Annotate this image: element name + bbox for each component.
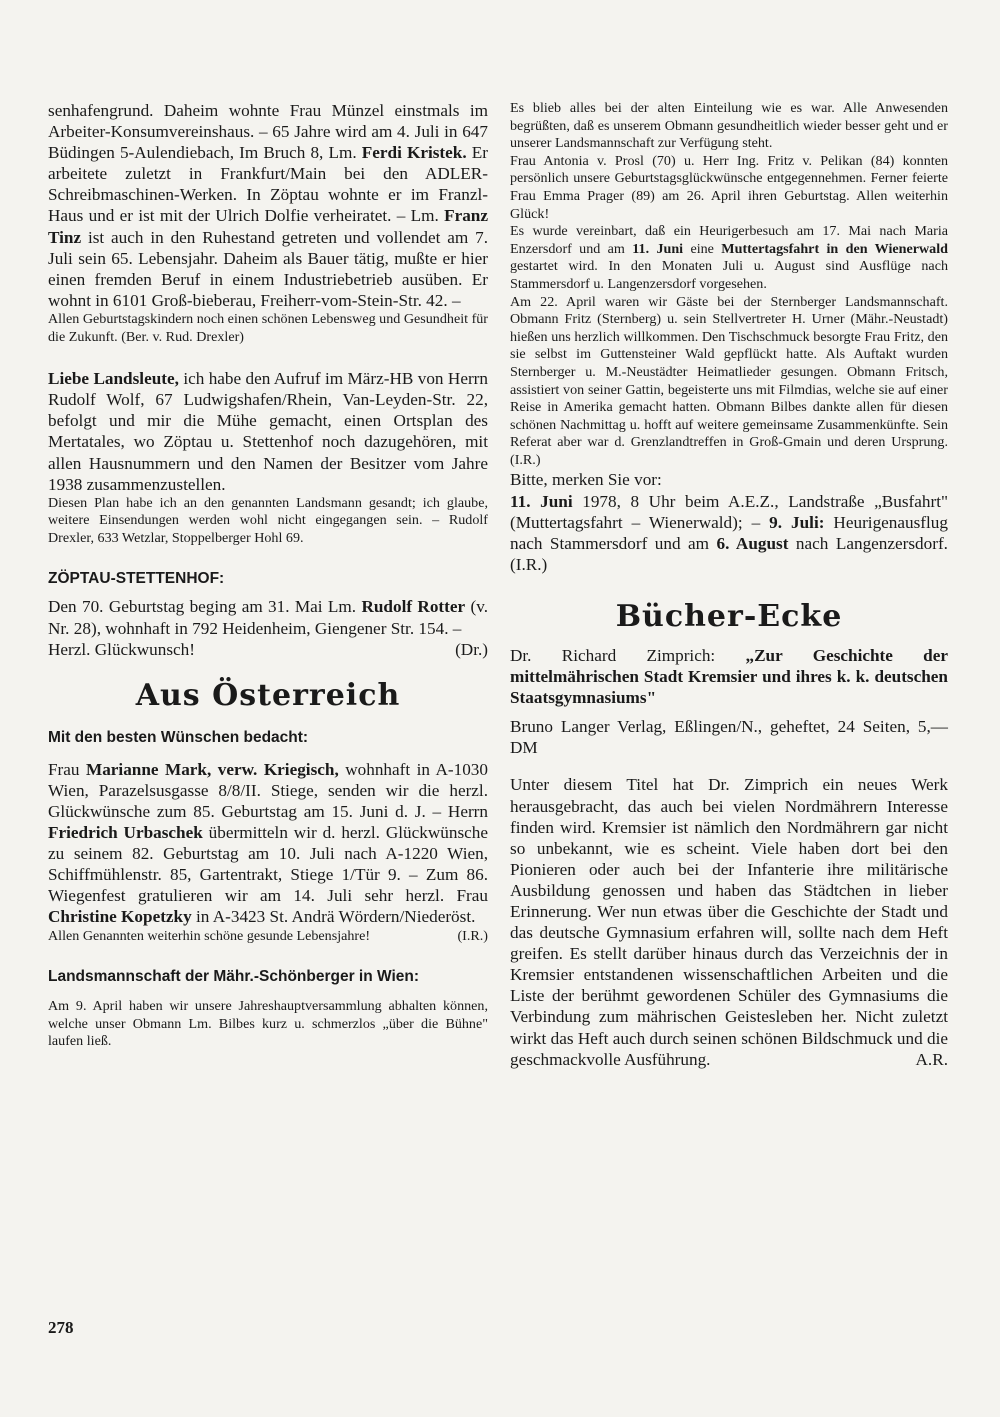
report-sternberger: Am 22. April waren wir Gäste bei der Sternberger Landsmannschaft. Obmann Fritz (Sternberg) u. sein Stellvertreter H. Urner (Mähr.-Neustadt) hießen uns herzlich willkommen. Den Tischschmuck besorgte Frau Fritz, den sie selbst im Guttensteiner Wald gepflückt hatte. Als Auftakt wurden Sternberger u. M.-Neustädter Heimatlieder gesungen. Obmann Fritsch, assistiert von seiner Gattin, begeisterte uns mit Filmdias, welche sie auf einer Reise in Amerika gemacht hatten. Obmann Bilbes dankte allen für diesen schönen Nachmittag u. hofft auf weitere gemeinsame Zusammenkünfte. Sein Referat aber war d. Grenzlandtreffen in Groß-Gmain und deren Ursprung. (I.R.) — [510, 293, 948, 468]
report-opening: Es blieb alles bei der alten Einteilung wie es war. Alle Anwesenden begrüßten, daß es unserem Obmann gesundheitlich wieder besser geht und er unserer Landsmannschaft zur Verfügung steht. — [510, 100, 948, 152]
page-number: 278 — [48, 1318, 74, 1337]
report-trips: Es wurde vereinbart, daß ein Heurigerbesuch am 17. Mai nach Maria Enzersdorf und am 11. Juni eine Muttertagsfahrt in den Wienerwald gestartet wird. In den Monaten Juli u. August sind Ausflüge nach Stammersdorf u. Langenzersdorf vorgesehen. — [510, 223, 948, 292]
birthday-paragraph: senhafengrund. Daheim wohnte Frau Münzel einstmals im Arbeiter-Konsumvereinshaus. – 65 Jahre wird am 4. Juli in 647 Büdingen 5-Aulendiebach, Im Bruch 8, Lm. Ferdi Kristek. Er arbeitete zuletzt in Frankfurt/Main bei den ADLER-Schreibmaschinen-Werken. In Zöptau wohnte er im Franzl-Haus und er ist mit der Ulrich Dolfie verheiratet. – Lm. Franz Tinz ist auch in den Ruhestand getreten und vollendet am 7. Juli sein 65. Lebensjahr. Daheim als Bauer tätig, mußte er hier einen fremden Beruf in einem Industriebetrieb ausüben. Er wohnt in 6101 Groß-bieberau, Freiherr-vom-Stein-Str. 42. – — [48, 101, 488, 310]
section-heading-wishes: Mit den besten Wünschen bedacht: — [48, 728, 309, 746]
birthday-closing: Allen Geburtstagskindern noch einen schönen Lebensweg und Gesundheit für die Zukunft. (Ber. v. Rud. Drexler) — [48, 310, 488, 345]
section-title-buecher-ecke: Bücher-Ecke — [615, 598, 843, 634]
austria-birthdays: Frau Marianne Mark, verw. Kriegisch, wohnhaft in A-1030 Wien, Parazelsusgasse 8/8/II. Stiege, senden wir die herzl. Glückwünsche zum 85. Geburtstag am 15. Juni d. J. – Herrn Friedrich Urbaschek übermitteln wir d. herzl. Glückwünsche zu seinem 82. Geburtstag am 10. Juli nach A-1220 Wien, Schiffmühlenstr. 85, Gartentrakt, Stiege 1/Tür 9. – Zum 86. Wiegenfest gratulieren wir am 14. Juli sehr herzl. Frau Christine Kopetzky in A-3423 St. Andrä Wördern/Niederöst. — [48, 759, 488, 927]
landsleute-paragraph: Liebe Landsleute, ich habe den Aufruf im März-HB von Herrn Rudolf Wolf, 67 Ludwigshafen/Rhein, Van-Leyden-Str. 22, befolgt und mir die Mühe gemacht, einen Ortsplan des Mertatales, wo Zöptau u. Stettenhof noch dazugehören, mit allen Hausnummern und den Namen der Besitzer vom Jahre 1938 zusammenzustellen. — [48, 369, 488, 494]
book-title: Dr. Richard Zimprich: „Zur Geschichte der mittelmährischen Stadt Kremsier und ihres k. k. deutschen Staatsgymnasiums" — [510, 645, 948, 708]
reminder-heading: Bitte, merken Sie vor: — [510, 470, 662, 490]
rotter-paragraph: Den 70. Geburtstag beging am 31. Mai Lm. Rudolf Rotter (v. Nr. 28), wohnhaft in 792 Heidenheim, Giengener Str. 154. – — [48, 597, 488, 638]
jahreshauptversammlung: Am 9. April haben wir unsere Jahreshauptversammlung abhalten können, welche unser Obmann Lm. Bilbes kurz u. schmerzlos „über die Bühne" laufen ließ. — [48, 998, 488, 1050]
left-column — [48, 100, 488, 1051]
plan-note: Diesen Plan habe ich an den genannten Landsmann gesandt; ich glaube, weitere Einsendungen werden wohl nicht eingegangen sein. – Rudolf Drexler, 633 Wetzlar, Stoppelberger Hohl 69. — [48, 494, 488, 546]
book-review: Unter diesem Titel hat Dr. Zimprich ein neues Werk herausgebracht, das auch bei vielen Nordmährern Interesse finden wird. Kremsier ist nämlich den Nordmährern gar nicht so unbekannt, wie es scheint. Viele haben dort bei den Pionieren oder auch bei der Infanterie ihre militärische Ausbildung genossen und haben das Städtchen in lieber Erinnerung. Wer nun etwas über die Geschichte der Stadt und das deutsche Gymnasium erfahren will, sollte nach dem Heft greifen. Es stellt darüber hinaus durch das Verzeichnis der in Kremsier entstandenen wissenschaftlichen Arbeiten und die Liste der berühmt gewordenen Schüler des Gymnasiums die Verbindung zum mährischen Geistesleben her. Nicht zuletzt wirkt das Heft auch durch seinen schönen Bildschmuck und die geschmackvolle Ausführung. A.R. — [510, 775, 948, 1069]
rotter-closing: Herzl. Glückwunsch! (Dr.) — [48, 639, 488, 659]
review-signature: A.R. — [915, 1049, 948, 1069]
section-title-aus-oesterreich: Aus Österreich — [135, 677, 401, 713]
section-heading-landsmannschaft: Landsmannschaft der Mähr.-Schönberger in Wien: — [48, 968, 420, 986]
section-heading-zoeptau: ZÖPTAU-STETTENHOF: — [48, 570, 225, 588]
right-column — [510, 100, 948, 1070]
report-birthdays: Frau Antonia v. Prosl (70) u. Herr Ing. Fritz v. Pelikan (84) konnten persönlich unsere Geburtstagsglückwünsche entgegennehmen. Ferner feierte Frau Emma Prager (89) am 26. April ihren Geburtstag. Allen weiterhin Glück! — [510, 152, 948, 222]
reminder-dates: 11. Juni 1978, 8 Uhr beim A.E.Z., Landstraße „Busfahrt" (Muttertagsfahrt – Wienerwald); – 9. Juli: Heurigenausflug nach Stammersdorf und am 6. August nach Langenzersdorf. (I.R.) — [510, 491, 948, 574]
book-publisher: Bruno Langer Verlag, Eßlingen/N., geheftet, 24 Seiten, 5,— DM — [510, 717, 948, 758]
austria-closing: Allen Genannten weiterhin schöne gesunde Lebensjahre! (I.R.) — [48, 927, 488, 944]
